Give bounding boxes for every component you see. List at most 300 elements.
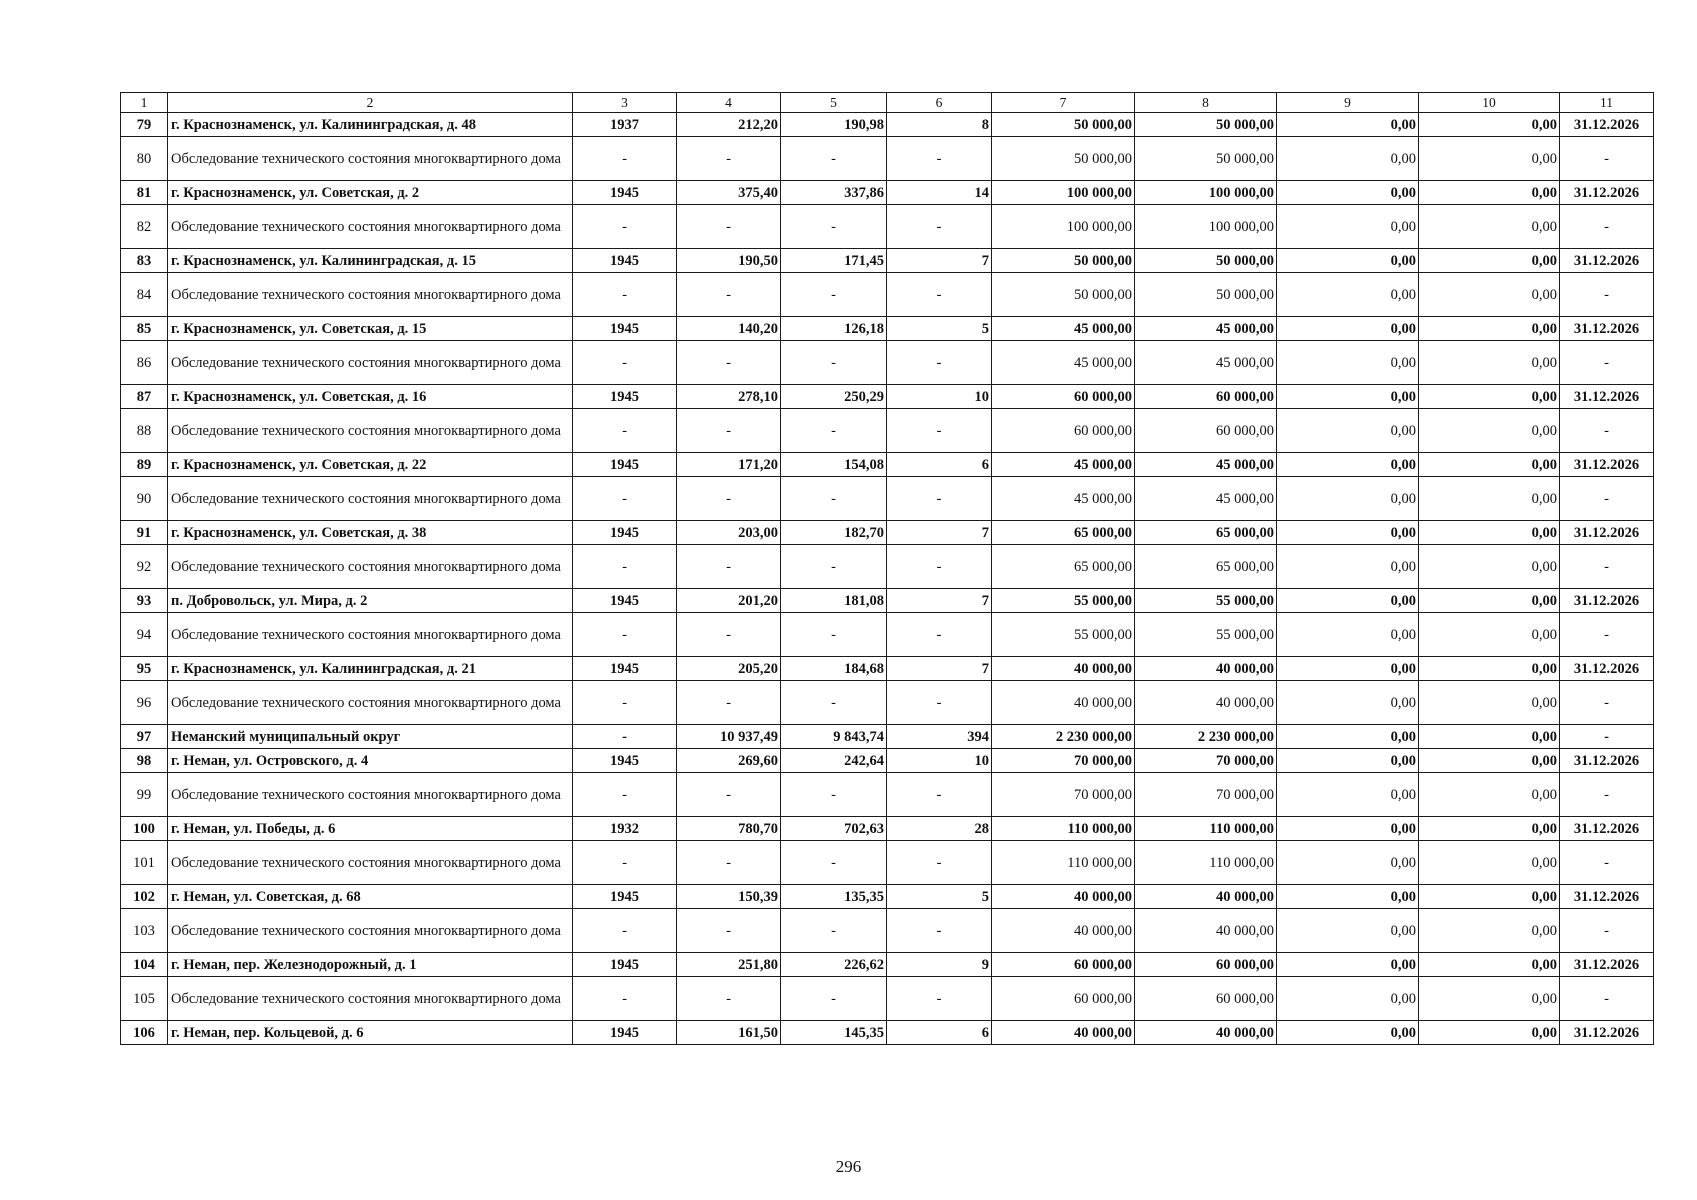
- table-cell: 50 000,00: [1135, 249, 1277, 273]
- table-cell: -: [677, 613, 781, 657]
- table-cell: 0,00: [1419, 205, 1560, 249]
- table-cell: 82: [121, 205, 168, 249]
- table-row-address: [121, 113, 1654, 137]
- table-cell: 1945: [573, 885, 677, 909]
- table-cell: 0,00: [1277, 613, 1419, 657]
- table-cell: -: [887, 773, 992, 817]
- table-cell: 394: [887, 725, 992, 749]
- table-cell: 80: [121, 137, 168, 181]
- table-cell: 1945: [573, 453, 677, 477]
- table-cell: -: [677, 841, 781, 885]
- table-cell: 0,00: [1419, 317, 1560, 341]
- table-row-inspection: [121, 681, 1654, 725]
- table-cell: 50 000,00: [992, 113, 1135, 137]
- table-cell: 102: [121, 885, 168, 909]
- table-cell: -: [573, 545, 677, 589]
- table-cell: 0,00: [1419, 545, 1560, 589]
- table-cell: 31.12.2026: [1560, 657, 1654, 681]
- column-number-header: 5: [781, 93, 887, 113]
- table-cell: 106: [121, 1021, 168, 1045]
- table-cell: 0,00: [1419, 453, 1560, 477]
- table-cell: -: [887, 341, 992, 385]
- table-cell: -: [1560, 773, 1654, 817]
- table-cell: 0,00: [1419, 113, 1560, 137]
- table-cell: -: [677, 477, 781, 521]
- table-cell: 31.12.2026: [1560, 181, 1654, 205]
- table-cell: 7: [887, 249, 992, 273]
- table-cell: г. Неман, пер. Кольцевой, д. 6: [168, 1021, 573, 1045]
- table-cell: 110 000,00: [1135, 841, 1277, 885]
- table-cell: 0,00: [1419, 409, 1560, 453]
- table-cell: 0,00: [1419, 725, 1560, 749]
- table-cell: 40 000,00: [992, 681, 1135, 725]
- table-cell: 0,00: [1419, 249, 1560, 273]
- table-cell: Обследование технического состояния многоквартирного дома: [168, 909, 573, 953]
- table-cell: 79: [121, 113, 168, 137]
- table-cell: -: [887, 841, 992, 885]
- table-cell: 50 000,00: [992, 273, 1135, 317]
- table-cell: 1945: [573, 589, 677, 613]
- table-cell: 110 000,00: [1135, 817, 1277, 841]
- table-cell: 0,00: [1277, 725, 1419, 749]
- table-cell: 60 000,00: [992, 385, 1135, 409]
- table-cell: 101: [121, 841, 168, 885]
- table-cell: 65 000,00: [992, 521, 1135, 545]
- table-cell: 40 000,00: [1135, 885, 1277, 909]
- table-cell: -: [887, 137, 992, 181]
- table-row-inspection: [121, 205, 1654, 249]
- table-cell: 0,00: [1277, 1021, 1419, 1045]
- table-cell: 0,00: [1419, 273, 1560, 317]
- table-cell: 31.12.2026: [1560, 953, 1654, 977]
- table-cell: 83: [121, 249, 168, 273]
- table-row-address: [121, 749, 1654, 773]
- table-cell: 40 000,00: [1135, 1021, 1277, 1045]
- table-cell: 0,00: [1277, 885, 1419, 909]
- table-cell: 251,80: [677, 953, 781, 977]
- table-cell: -: [781, 681, 887, 725]
- table-cell: Обследование технического состояния многоквартирного дома: [168, 273, 573, 317]
- table-cell: 0,00: [1419, 681, 1560, 725]
- table-cell: -: [573, 841, 677, 885]
- table-cell: 0,00: [1277, 385, 1419, 409]
- table-cell: -: [781, 341, 887, 385]
- table-cell: 7: [887, 521, 992, 545]
- table-cell: 0,00: [1277, 205, 1419, 249]
- table-cell: г. Краснознаменск, ул. Калининградская, д. 48: [168, 113, 573, 137]
- table-cell: 190,50: [677, 249, 781, 273]
- table-cell: г. Неман, ул. Островского, д. 4: [168, 749, 573, 773]
- table-cell: 99: [121, 773, 168, 817]
- table-cell: -: [677, 545, 781, 589]
- table-cell: 0,00: [1419, 909, 1560, 953]
- table-cell: Обследование технического состояния многоквартирного дома: [168, 341, 573, 385]
- table-row-inspection: [121, 409, 1654, 453]
- table-cell: 0,00: [1419, 817, 1560, 841]
- table-cell: -: [573, 341, 677, 385]
- table-cell: -: [781, 613, 887, 657]
- table-cell: 135,35: [781, 885, 887, 909]
- table-cell: 10: [887, 385, 992, 409]
- table-row-address: [121, 657, 1654, 681]
- table-cell: 182,70: [781, 521, 887, 545]
- table-cell: 31.12.2026: [1560, 1021, 1654, 1045]
- table-cell: 0,00: [1419, 657, 1560, 681]
- table-cell: 181,08: [781, 589, 887, 613]
- table-cell: 2 230 000,00: [1135, 725, 1277, 749]
- table-cell: -: [1560, 613, 1654, 657]
- table-cell: 2 230 000,00: [992, 725, 1135, 749]
- table-cell: г. Краснознаменск, ул. Калининградская, д. 21: [168, 657, 573, 681]
- table-cell: 8: [887, 113, 992, 137]
- table-cell: 0,00: [1419, 521, 1560, 545]
- table-cell: 55 000,00: [1135, 613, 1277, 657]
- table-cell: -: [887, 977, 992, 1021]
- table-cell: 92: [121, 545, 168, 589]
- table-cell: 0,00: [1419, 885, 1560, 909]
- table-cell: 184,68: [781, 657, 887, 681]
- table-cell: 1945: [573, 249, 677, 273]
- table-cell: 145,35: [781, 1021, 887, 1045]
- table-cell: 31.12.2026: [1560, 521, 1654, 545]
- table-row-address: [121, 317, 1654, 341]
- table-cell: 31.12.2026: [1560, 113, 1654, 137]
- table-cell: 105: [121, 977, 168, 1021]
- table-cell: г. Неман, ул. Победы, д. 6: [168, 817, 573, 841]
- table-cell: 203,00: [677, 521, 781, 545]
- table-cell: -: [887, 613, 992, 657]
- table-cell: 1945: [573, 317, 677, 341]
- table-cell: 0,00: [1419, 385, 1560, 409]
- table-cell: 50 000,00: [1135, 273, 1277, 317]
- table-cell: 103: [121, 909, 168, 953]
- table-cell: 85: [121, 317, 168, 341]
- table-cell: 28: [887, 817, 992, 841]
- table-cell: 31.12.2026: [1560, 589, 1654, 613]
- table-cell: 60 000,00: [1135, 385, 1277, 409]
- table-cell: -: [677, 909, 781, 953]
- column-number-header: 7: [992, 93, 1135, 113]
- table-cell: 9 843,74: [781, 725, 887, 749]
- table-cell: 702,63: [781, 817, 887, 841]
- table-cell: 337,86: [781, 181, 887, 205]
- table-cell: 14: [887, 181, 992, 205]
- table-cell: 0,00: [1277, 477, 1419, 521]
- table-cell: -: [677, 773, 781, 817]
- table-cell: 1945: [573, 1021, 677, 1045]
- table-cell: 45 000,00: [992, 453, 1135, 477]
- table-cell: 31.12.2026: [1560, 249, 1654, 273]
- table-cell: г. Неман, пер. Железнодорожный, д. 1: [168, 953, 573, 977]
- table-cell: 171,45: [781, 249, 887, 273]
- table-cell: 0,00: [1419, 341, 1560, 385]
- table-cell: -: [677, 137, 781, 181]
- table-cell: 140,20: [677, 317, 781, 341]
- table-cell: 40 000,00: [1135, 681, 1277, 725]
- table-cell: 0,00: [1277, 589, 1419, 613]
- table-cell: 45 000,00: [1135, 453, 1277, 477]
- table-cell: 0,00: [1277, 273, 1419, 317]
- table-cell: 1945: [573, 749, 677, 773]
- table-cell: -: [781, 273, 887, 317]
- table-cell: 31.12.2026: [1560, 385, 1654, 409]
- table-cell: 7: [887, 657, 992, 681]
- table-cell: 65 000,00: [992, 545, 1135, 589]
- table-cell: 0,00: [1277, 953, 1419, 977]
- table-cell: г. Краснознаменск, ул. Калининградская, д. 15: [168, 249, 573, 273]
- table-cell: -: [1560, 841, 1654, 885]
- table-cell: 0,00: [1419, 589, 1560, 613]
- column-number-header: 6: [887, 93, 992, 113]
- table-cell: -: [573, 909, 677, 953]
- table-cell: 0,00: [1419, 477, 1560, 521]
- table-cell: Обследование технического состояния многоквартирного дома: [168, 773, 573, 817]
- table-cell: 31.12.2026: [1560, 885, 1654, 909]
- table-cell: г. Краснознаменск, ул. Советская, д. 38: [168, 521, 573, 545]
- table-cell: 87: [121, 385, 168, 409]
- table-cell: Неманский муниципальный округ: [168, 725, 573, 749]
- table-cell: 60 000,00: [992, 953, 1135, 977]
- table-cell: 6: [887, 1021, 992, 1045]
- table-cell: 0,00: [1277, 773, 1419, 817]
- table-cell: 0,00: [1419, 181, 1560, 205]
- table-cell: -: [887, 545, 992, 589]
- table-cell: 0,00: [1277, 841, 1419, 885]
- table-cell: 7: [887, 589, 992, 613]
- table-cell: 31.12.2026: [1560, 317, 1654, 341]
- table-cell: -: [887, 273, 992, 317]
- table-cell: -: [1560, 341, 1654, 385]
- table-cell: -: [1560, 273, 1654, 317]
- table-cell: 0,00: [1277, 909, 1419, 953]
- table-cell: 98: [121, 749, 168, 773]
- table-row-address: [121, 953, 1654, 977]
- table-cell: 55 000,00: [992, 613, 1135, 657]
- table-cell: -: [887, 909, 992, 953]
- table-cell: -: [781, 841, 887, 885]
- table-row-inspection: [121, 977, 1654, 1021]
- table-cell: 70 000,00: [992, 773, 1135, 817]
- table-cell: -: [573, 409, 677, 453]
- table-cell: 1945: [573, 181, 677, 205]
- table-cell: 70 000,00: [1135, 773, 1277, 817]
- table-cell: -: [1560, 725, 1654, 749]
- table-cell: -: [573, 681, 677, 725]
- table-cell: 10: [887, 749, 992, 773]
- table-cell: -: [781, 137, 887, 181]
- table-cell: г. Краснознаменск, ул. Советская, д. 15: [168, 317, 573, 341]
- table-cell: -: [781, 545, 887, 589]
- table-cell: -: [781, 977, 887, 1021]
- table-cell: 70 000,00: [1135, 749, 1277, 773]
- table-cell: 1945: [573, 953, 677, 977]
- table-cell: 60 000,00: [1135, 977, 1277, 1021]
- table-cell: -: [573, 725, 677, 749]
- table-cell: 0,00: [1419, 841, 1560, 885]
- table-row-inspection: [121, 477, 1654, 521]
- table-cell: 0,00: [1419, 749, 1560, 773]
- table-cell: 65 000,00: [1135, 545, 1277, 589]
- table-cell: г. Неман, ул. Советская, д. 68: [168, 885, 573, 909]
- table-cell: -: [1560, 977, 1654, 1021]
- table-cell: 40 000,00: [992, 657, 1135, 681]
- table-row-address: [121, 453, 1654, 477]
- table-cell: 93: [121, 589, 168, 613]
- table-cell: 100: [121, 817, 168, 841]
- table-cell: -: [573, 205, 677, 249]
- table-cell: -: [1560, 409, 1654, 453]
- table-cell: 0,00: [1277, 317, 1419, 341]
- table-cell: -: [887, 409, 992, 453]
- table-cell: 0,00: [1277, 545, 1419, 589]
- table-row-inspection: [121, 545, 1654, 589]
- table-cell: 0,00: [1277, 113, 1419, 137]
- table-cell: -: [573, 773, 677, 817]
- table-row-inspection: [121, 773, 1654, 817]
- table-cell: 0,00: [1419, 773, 1560, 817]
- column-number-header: 9: [1277, 93, 1419, 113]
- table-cell: 0,00: [1277, 181, 1419, 205]
- table-cell: -: [573, 477, 677, 521]
- table-cell: 89: [121, 453, 168, 477]
- table-cell: 0,00: [1419, 953, 1560, 977]
- column-number-header: 3: [573, 93, 677, 113]
- table-cell: г. Краснознаменск, ул. Советская, д. 22: [168, 453, 573, 477]
- table-cell: Обследование технического состояния многоквартирного дома: [168, 977, 573, 1021]
- table-cell: 0,00: [1277, 521, 1419, 545]
- table-cell: 154,08: [781, 453, 887, 477]
- table-cell: 10 937,49: [677, 725, 781, 749]
- table-cell: 45 000,00: [1135, 341, 1277, 385]
- table-cell: -: [573, 613, 677, 657]
- table-cell: Обследование технического состояния многоквартирного дома: [168, 841, 573, 885]
- page-number: 296: [835, 1157, 862, 1176]
- table-cell: 55 000,00: [992, 589, 1135, 613]
- table-cell: 45 000,00: [992, 477, 1135, 521]
- table-row-address: [121, 725, 1654, 749]
- table-cell: -: [781, 773, 887, 817]
- table-cell: 40 000,00: [1135, 657, 1277, 681]
- table-cell: 50 000,00: [992, 137, 1135, 181]
- table-cell: 5: [887, 317, 992, 341]
- table-cell: 60 000,00: [992, 977, 1135, 1021]
- table-cell: -: [573, 977, 677, 1021]
- table-cell: 60 000,00: [992, 409, 1135, 453]
- column-number-header: 11: [1560, 93, 1654, 113]
- table-cell: Обследование технического состояния многоквартирного дома: [168, 545, 573, 589]
- table-cell: -: [1560, 909, 1654, 953]
- table-cell: -: [677, 409, 781, 453]
- table-cell: 31.12.2026: [1560, 817, 1654, 841]
- table-cell: -: [781, 409, 887, 453]
- table-cell: 45 000,00: [1135, 317, 1277, 341]
- table-cell: 250,29: [781, 385, 887, 409]
- table-cell: 0,00: [1419, 613, 1560, 657]
- table-row-address: [121, 885, 1654, 909]
- table-cell: -: [573, 273, 677, 317]
- table-cell: 1945: [573, 385, 677, 409]
- table-cell: -: [677, 205, 781, 249]
- table-cell: 110 000,00: [992, 817, 1135, 841]
- table-cell: 375,40: [677, 181, 781, 205]
- table-cell: 50 000,00: [992, 249, 1135, 273]
- table-cell: 1937: [573, 113, 677, 137]
- table-cell: 97: [121, 725, 168, 749]
- table-row-address: [121, 1021, 1654, 1045]
- table-cell: 278,10: [677, 385, 781, 409]
- table-cell: 0,00: [1277, 977, 1419, 1021]
- table-cell: 40 000,00: [992, 885, 1135, 909]
- table-row-inspection: [121, 341, 1654, 385]
- table-cell: 95: [121, 657, 168, 681]
- table-cell: -: [887, 205, 992, 249]
- table-row-inspection: [121, 841, 1654, 885]
- table-row-address: [121, 249, 1654, 273]
- table-cell: 161,50: [677, 1021, 781, 1045]
- table-cell: 242,64: [781, 749, 887, 773]
- table-cell: 45 000,00: [992, 341, 1135, 385]
- table-cell: 40 000,00: [1135, 909, 1277, 953]
- table-cell: 0,00: [1277, 749, 1419, 773]
- table-cell: п. Добровольск, ул. Мира, д. 2: [168, 589, 573, 613]
- table-cell: 110 000,00: [992, 841, 1135, 885]
- table-cell: 60 000,00: [1135, 409, 1277, 453]
- table-row-address: [121, 817, 1654, 841]
- table-row-inspection: [121, 137, 1654, 181]
- table-row-address: [121, 385, 1654, 409]
- table-cell: 126,18: [781, 317, 887, 341]
- table-cell: 70 000,00: [992, 749, 1135, 773]
- table-cell: 0,00: [1419, 1021, 1560, 1045]
- table-cell: 212,20: [677, 113, 781, 137]
- table-cell: 6: [887, 453, 992, 477]
- table-cell: Обследование технического состояния многоквартирного дома: [168, 477, 573, 521]
- table-cell: 100 000,00: [992, 181, 1135, 205]
- table-cell: 100 000,00: [1135, 205, 1277, 249]
- table-cell: 45 000,00: [1135, 477, 1277, 521]
- table-cell: 780,70: [677, 817, 781, 841]
- register-table: [120, 92, 1654, 1045]
- table-cell: 1932: [573, 817, 677, 841]
- table-cell: -: [1560, 681, 1654, 725]
- table-cell: -: [781, 477, 887, 521]
- table-cell: 1945: [573, 521, 677, 545]
- table-cell: 9: [887, 953, 992, 977]
- table-cell: 100 000,00: [1135, 181, 1277, 205]
- table-cell: -: [1560, 545, 1654, 589]
- table-cell: 269,60: [677, 749, 781, 773]
- table-cell: 40 000,00: [992, 909, 1135, 953]
- table-header-row: [121, 93, 1654, 113]
- table-cell: -: [1560, 477, 1654, 521]
- table-row-inspection: [121, 273, 1654, 317]
- table-row-address: [121, 521, 1654, 545]
- table-cell: 86: [121, 341, 168, 385]
- table-row-address: [121, 181, 1654, 205]
- table-cell: -: [677, 977, 781, 1021]
- table-cell: 55 000,00: [1135, 589, 1277, 613]
- table-cell: 50 000,00: [1135, 137, 1277, 181]
- table-cell: г. Краснознаменск, ул. Советская, д. 16: [168, 385, 573, 409]
- table-cell: -: [677, 341, 781, 385]
- table-cell: 0,00: [1419, 137, 1560, 181]
- table-cell: 65 000,00: [1135, 521, 1277, 545]
- table-cell: 1945: [573, 657, 677, 681]
- table-cell: 0,00: [1277, 409, 1419, 453]
- table-cell: 45 000,00: [992, 317, 1135, 341]
- table-cell: Обследование технического состояния многоквартирного дома: [168, 137, 573, 181]
- table-cell: 91: [121, 521, 168, 545]
